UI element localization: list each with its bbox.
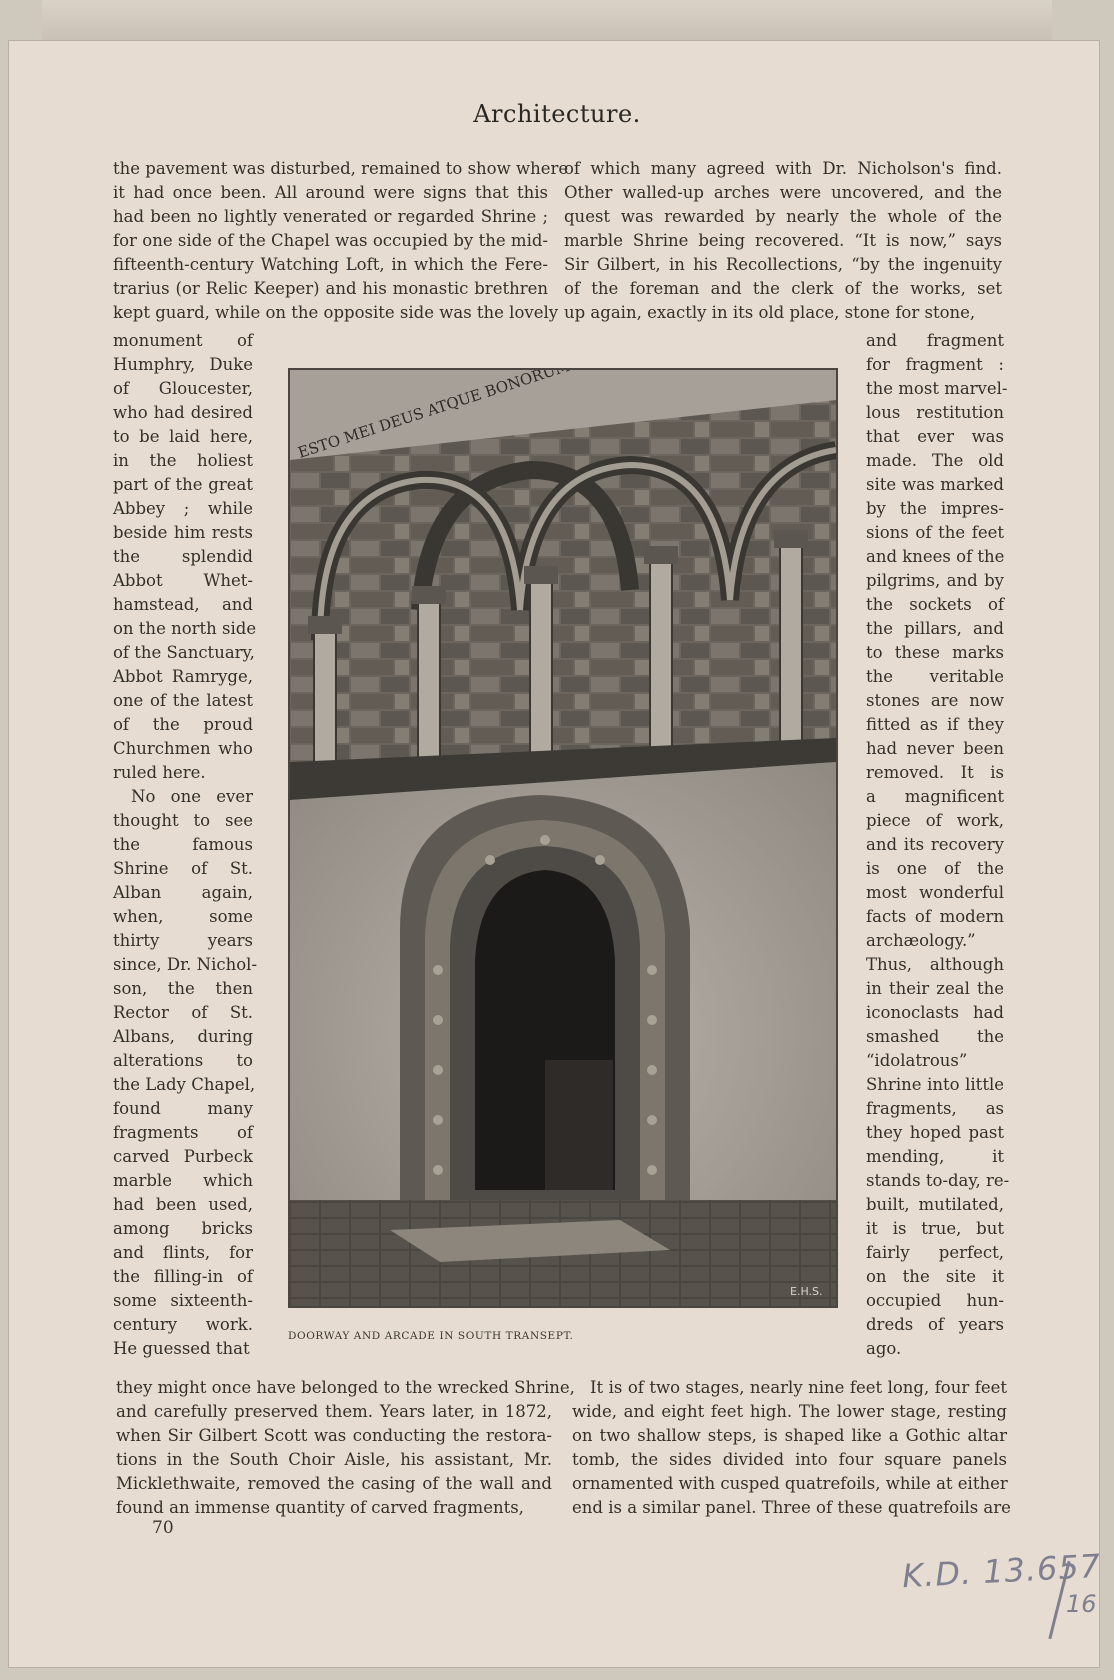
text-line: and its recovery xyxy=(866,835,1004,854)
text-line: found an immense quantity of carved fragments, xyxy=(116,1498,524,1517)
text-line: Abbot Ramryge, xyxy=(113,667,253,686)
text-line: Shrine of St. xyxy=(113,859,253,878)
text-line: stands to-day, re- xyxy=(866,1171,1010,1190)
text-line: it had once been. All around were signs that this xyxy=(113,183,548,202)
text-line: for one side of the Chapel was occupied by the mid- xyxy=(113,231,548,250)
doorway-photograph xyxy=(288,368,838,1308)
text-line: tomb, the sides divided into four square panels xyxy=(572,1450,1007,1469)
text-line: the sockets of xyxy=(866,595,1004,614)
text-line: stones are now xyxy=(866,691,1004,710)
text-line: the pillars, and xyxy=(866,619,1004,638)
text-line: the famous xyxy=(113,835,253,854)
text-line: iconoclasts had xyxy=(866,1003,1004,1022)
text-line: Alban again, xyxy=(113,883,253,902)
text-line: among bricks xyxy=(113,1219,253,1238)
text-line: and carefully preserved them. Years later, in 1872, xyxy=(116,1402,552,1421)
text-line: Churchmen who xyxy=(113,739,253,758)
text-line: is one of the xyxy=(866,859,1004,878)
text-line: found many xyxy=(113,1099,253,1118)
text-line: when, some xyxy=(113,907,253,926)
text-line: smashed the xyxy=(866,1027,1004,1046)
text-line: of Gloucester, xyxy=(113,379,253,398)
text-line: alterations to xyxy=(113,1051,253,1070)
left-column-bottom xyxy=(116,1376,575,1520)
text-line: quest was rewarded by nearly the whole of the xyxy=(564,207,1002,226)
text-line: on the site it xyxy=(866,1267,1004,1286)
text-line: lous restitution xyxy=(866,403,1004,422)
text-line: since, Dr. Nichol- xyxy=(113,955,258,974)
text-line: the pavement was disturbed, remained to show where xyxy=(113,159,569,178)
text-line: fragments, as xyxy=(866,1099,1004,1118)
running-head: Architecture. xyxy=(473,100,641,128)
text-line: removed. It is xyxy=(866,763,1004,782)
right-column-top xyxy=(564,157,1002,325)
text-line: Shrine into little xyxy=(866,1075,1004,1094)
text-line: wide, and eight feet high. The lower stage, resting xyxy=(572,1402,1007,1421)
text-line: in their zeal the xyxy=(866,979,1004,998)
text-line: and fragment xyxy=(866,331,1004,350)
figure-caption: DOORWAY AND ARCADE IN SOUTH TRANSEPT. xyxy=(288,1330,574,1342)
text-line: monument of xyxy=(113,331,253,350)
text-line: century work. xyxy=(113,1315,253,1334)
text-line: Albans, during xyxy=(113,1027,253,1046)
handwritten-accession-number: K.D. 13.657 xyxy=(901,1546,1102,1596)
text-line: facts of modern xyxy=(866,907,1004,926)
doorway-illustration xyxy=(290,370,836,1306)
text-line: Abbey ; while xyxy=(113,499,253,518)
text-line: of the proud xyxy=(113,715,253,734)
left-column-top xyxy=(113,157,569,325)
text-line: marble Shrine being recovered. “It is now,” says xyxy=(564,231,1002,250)
text-line: ruled here. xyxy=(113,763,206,782)
text-line: of the foreman and the clerk of the works, set xyxy=(564,279,1002,298)
text-line: they hoped past xyxy=(866,1123,1004,1142)
text-line: up again, exactly in its old place, stone for stone, xyxy=(564,303,976,322)
text-line: of which many agreed with Dr. Nicholson's find. xyxy=(564,159,1002,178)
text-line: occupied hun- xyxy=(866,1291,1004,1310)
text-line: thirty years xyxy=(113,931,253,950)
text-line: the Lady Chapel, xyxy=(113,1075,256,1094)
text-line: had been no lightly venerated or regarded Shrine ; xyxy=(113,207,548,226)
text-line: Micklethwaite, removed the casing of the wall and xyxy=(116,1474,552,1493)
text-line: thought to see xyxy=(113,811,253,830)
text-line: archæology.” xyxy=(866,931,976,950)
text-line: some sixteenth- xyxy=(113,1291,253,1310)
text-line: Other walled-up arches were uncovered, and the xyxy=(564,183,1002,202)
text-line: it is true, but xyxy=(866,1219,1004,1238)
text-line: trarius (or Relic Keeper) and his monastic brethren xyxy=(113,279,548,298)
text-line: It is of two stages, nearly nine feet long, four feet xyxy=(590,1378,1007,1397)
text-line: of the Sanctuary, xyxy=(113,643,255,662)
text-line: sions of the feet xyxy=(866,523,1004,542)
text-line: end is a similar panel. Three of these quatrefoils are xyxy=(572,1498,1011,1517)
text-line: when Sir Gilbert Scott was conducting the restora- xyxy=(116,1426,552,1445)
text-line: kept guard, while on the opposite side was the lovely xyxy=(113,303,559,322)
text-line: He guessed that xyxy=(113,1339,250,1358)
text-line: Sir Gilbert, in his Recollections, “by the ingenuity xyxy=(564,255,1002,274)
text-line: hamstead, and xyxy=(113,595,253,614)
text-line: fairly perfect, xyxy=(866,1243,1004,1262)
right-column-bottom xyxy=(572,1376,1011,1520)
text-line: in the holiest xyxy=(113,451,253,470)
text-line: the filling-in of xyxy=(113,1267,253,1286)
text-line: beside him rests xyxy=(113,523,253,542)
text-line: they might once have belonged to the wrecked Shrine, xyxy=(116,1378,575,1397)
text-line: Thus, although xyxy=(866,955,1004,974)
text-line: had been used, xyxy=(113,1195,253,1214)
text-line: dreds of years xyxy=(866,1315,1004,1334)
text-line: had never been xyxy=(866,739,1004,758)
text-line: the veritable xyxy=(866,667,1004,686)
text-line: by the impres- xyxy=(866,499,1004,518)
text-line: who had desired xyxy=(113,403,253,422)
text-line: the splendid xyxy=(113,547,253,566)
text-line: most wonderful xyxy=(866,883,1004,902)
photo-signature: E.H.S. xyxy=(790,1285,823,1298)
text-line: carved Purbeck xyxy=(113,1147,253,1166)
text-line: Humphry, Duke xyxy=(113,355,253,374)
text-line: No one ever xyxy=(131,787,253,806)
text-line: marble which xyxy=(113,1171,253,1190)
text-line: one of the latest xyxy=(113,691,253,710)
text-line: tions in the South Choir Aisle, his assistant, Mr. xyxy=(116,1450,552,1469)
text-line: and knees of the xyxy=(866,547,1005,566)
text-line: fitted as if they xyxy=(866,715,1004,734)
text-line: on the north side xyxy=(113,619,257,638)
text-line: Abbot Whet- xyxy=(113,571,253,590)
text-line: fifteenth-century Watching Loft, in which the Fere- xyxy=(113,255,548,274)
text-line: for fragment : xyxy=(866,355,1004,374)
text-line: piece of work, xyxy=(866,811,1004,830)
right-column-narrow xyxy=(866,329,1010,1361)
text-line: son, the then xyxy=(113,979,253,998)
text-line: fragments of xyxy=(113,1123,253,1142)
text-line: ornamented with cusped quatrefoils, while at either xyxy=(572,1474,1008,1493)
text-line: built, mutilated, xyxy=(866,1195,1004,1214)
text-line: the most marvel- xyxy=(866,379,1008,398)
handwritten-accession-denominator: 16 xyxy=(1066,1590,1097,1618)
text-line: mending, it xyxy=(866,1147,1004,1166)
text-line: that ever was xyxy=(866,427,1004,446)
text-line: part of the great xyxy=(113,475,253,494)
text-line: Rector of St. xyxy=(113,1003,253,1022)
text-line: on two shallow steps, is shaped like a Gothic altar xyxy=(572,1426,1007,1445)
text-line: to be laid here, xyxy=(113,427,253,446)
text-line: “idolatrous” xyxy=(866,1051,968,1070)
page-number: 70 xyxy=(152,1518,174,1538)
text-line: ago. xyxy=(866,1339,902,1358)
text-line: pilgrims, and by xyxy=(866,571,1004,590)
left-column-narrow xyxy=(113,329,258,1361)
text-line: site was marked xyxy=(866,475,1004,494)
text-line: a magnificent xyxy=(866,787,1004,806)
text-line: to these marks xyxy=(866,643,1004,662)
text-line: made. The old xyxy=(866,451,1004,470)
text-line: and flints, for xyxy=(113,1243,253,1262)
